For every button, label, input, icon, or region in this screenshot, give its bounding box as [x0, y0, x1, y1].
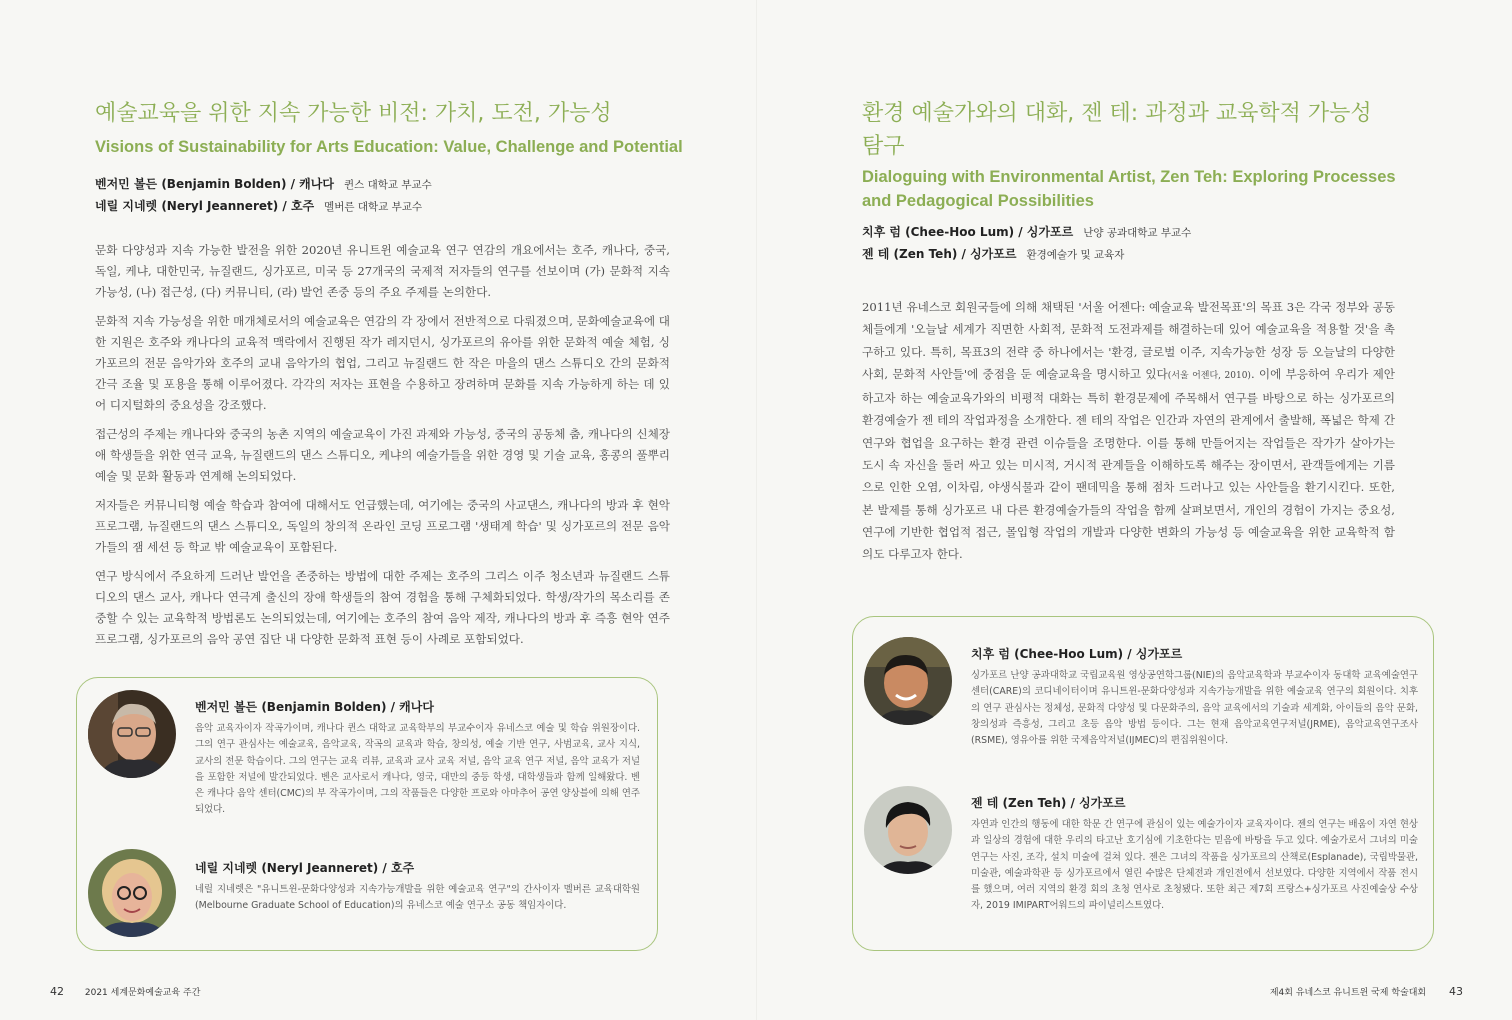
paragraph — [862, 296, 1395, 566]
author-affiliation: 퀸스 대학교 부교수 — [343, 179, 432, 191]
bio-text: 자연과 인간의 행동에 대한 학문 간 연구에 관심이 있는 예술가이자 교육자이다. 젠의 연구는 배움이 자연 현상과 일상의 경험에 대한 우리의 타고난 호기심에 기초한다는 믿음에 바탕을 두고 있다. 예술가로서 그녀의 미술 연구는 사진, 조각, 설치 미술에 걸쳐 있다. 젠은 그녀의 작품을 싱가포르의 산책로(Esplanade), 국립박물관, 미술관, 예술과학관 등 싱가포르에서 열린 수많은 단체전과 개인전에서 선보였다. 다양한 지역에서 작품 전시를 했으며, 여러 지역의 환경 회의 초청 연사로 초청됐다. 또한 최근 제7회 프랑스+싱가포르 사진예술상 수상자, 2019 IMIPART어워드의 파이널리스트였다. — [971, 819, 1418, 912]
bio-text: 음악 교육자이자 작곡가이며, 캐나다 퀸스 대학교 교육학부의 부교수이자 유네스코 예술 및 학습 위원장이다. 그의 연구 관심사는 예술교육, 음악교육, 작곡의 교육과 학습, 창의성, 예술 기반 연구, 사범교육, 교사 지식, 교사의 전문 학습이다. 그의 연구는 교육 리뷰, 교육과 교사 교육 저널, 음악 교육 연구 저널, 음악 교육가 저널을 포함한 저널에 발간되었다. 벤은 교사로서 캐나다, 영국, 대만의 중등 학생, 대학생들과 함께 일해왔다. 벤은 캐나다 음악 센터(CMC)의 부 작곡가이며, 그의 작품들은 다양한 프로와 아마추어 공연 양상블에 의해 연주되었다. — [195, 723, 640, 816]
right-title-english — [862, 165, 1482, 213]
bio-text: 네릴 지네렛은 "유니트윈-문화다양성과 지속가능개발을 위한 예술교육 연구"의 간사이자 멜버른 교육대학원(Melbourne Graduate School of Education)의 유네스코 예술 연구소 공동 책임자이다. — [195, 884, 640, 912]
right-footer — [1270, 985, 1463, 998]
paragraph: 저자들은 커뮤니티형 예술 학습과 참여에 대해서도 언급했는데, 여기에는 중국의 사교댄스, 캐나다의 방과 후 현악 프로그램, 뉴질랜드의 댄스 스튜디오, 독일의 창의적 온라인 코딩 프로그램 '생태계 학습' 및 싱가포르의 전문 음악가들의 잼 세션 등 학교 밖 예술교육이 포함된다. — [95, 498, 670, 554]
chee-hoo-lum-photo — [864, 637, 952, 725]
paragraph-text: . 이에 부응하여 우리가 제안하고자 하는 예술교육가와의 비평적 대화는 특히 환경문제에 주목해서 연구를 바탕으로 하는 싱가포르의 환경예술가 젠 테의 작업과정을 소개한다. 젠 테의 작업은 인간과 자연의 관계에서 출발해, 폭넓은 학제 간 연구와 협업을 요구하는 환경 관련 이슈들을 조명한다. 이를 통해 만들어지는 작업들은 작가가 살아가는 도시 속 자신을 둘러 싸고 있는 미시적, 거시적 관계들을 이해하도록 해주는 장이면서, 관객들에게는 기름으로 인한 오염, 이차림, 야생식물과 같이 팬데믹을 통해 점차 드러나고 있는 사안들을 환기시킨다. 또한, 본 발제를 통해 싱가포르 내 다른 환경예술가들의 작업을 함께 살펴보면서, 개인의 경험이 가지는 중요성, 연구에 기반한 협업적 접근, 몰입형 작업의 개발과 다양한 변화의 가능성 등 예술교육을 위한 교육학적 함의도 다루고자 한다. — [862, 366, 1395, 562]
author-line — [862, 244, 1191, 266]
bio-name: 치후 럼 (Chee-Hoo Lum) / 싱가포르 — [971, 647, 1183, 661]
author-line — [95, 174, 432, 196]
citation: (서울 어젠다, 2010) — [1167, 370, 1251, 381]
bio-name: 벤저민 볼든 (Benjamin Bolden) / 캐나다 — [195, 700, 434, 714]
title-line: 탐구 — [862, 134, 905, 159]
author-name: 치후 럼 (Chee-Hoo Lum) / 싱가포르 — [862, 225, 1074, 239]
author-name: 벤저민 볼든 (Benjamin Bolden) / 캐나다 — [95, 177, 334, 191]
author-name: 네릴 지네렛 (Neryl Jeanneret) / 호주 — [95, 199, 315, 213]
author-line — [862, 222, 1191, 244]
footer-text: 2021 세계문화예술교육 주간 — [84, 988, 201, 998]
paragraph: 연구 방식에서 주요하게 드러난 발언을 존중하는 방법에 대한 주제는 호주의 그리스 이주 청소년과 뉴질랜드 스튜디오의 댄스 교사, 캐나다 연극계 출신의 장애 학생들의 참여 경험을 통해 구체화되었다. 학생/작가의 목소리를 존중할 수 있는 교육학적 방법론도 논의되었는데, 여기에는 호주의 참여 음악 제작, 캐나다의 방과 후 즉흥 현악 연주 프로그램, 싱가포르의 음악 공연 집단 내 다양한 문화적 표현 등이 사례로 포함되었다. — [95, 569, 670, 646]
title-line: and Pedagogical Possibilities — [862, 192, 1094, 210]
author-affiliation: 난양 공과대학교 부교수 — [1083, 227, 1192, 239]
left-title-korean: 예술교육을 위한 지속 가능한 비전: 가치, 도전, 가능성 — [95, 101, 612, 126]
benjamin-bolden-photo — [88, 690, 176, 778]
right-bio-box — [852, 616, 1434, 951]
zen-teh-photo — [864, 786, 952, 874]
bio-name: 네릴 지네렛 (Neryl Jeanneret) / 호주 — [195, 861, 415, 875]
right-title-korean — [862, 97, 1482, 163]
footer-text: 제4회 유네스코 유니트윈 국제 학술대회 — [1269, 988, 1427, 998]
left-footer — [50, 985, 200, 998]
neryl-jeanneret-photo — [88, 849, 176, 937]
right-authors — [862, 222, 1191, 266]
left-body-text — [95, 240, 670, 658]
right-body-text — [862, 296, 1395, 574]
left-title-english: Visions of Sustainability for Arts Education: Value, Challenge and Potential — [95, 138, 683, 156]
author-affiliation: 멜버른 대학교 부교수 — [324, 201, 423, 213]
paragraph: 접근성의 주제는 캐나다와 중국의 농촌 지역의 예술교육이 가진 과제와 가능성, 중국의 공동체 춤, 캐나다의 신체장애 학생들을 위한 연극 교육, 뉴질랜드의 댄스 스튜디오, 케냐의 예술가들을 위한 경영 및 기술 교육, 홍콩의 풀뿌리 예술 및 문화 활동과 연계해 논의되었다. — [95, 427, 670, 483]
author-line — [95, 196, 432, 218]
author-name: 젠 테 (Zen Teh) / 싱가포르 — [862, 247, 1017, 261]
bio-name: 젠 테 (Zen Teh) / 싱가포르 — [971, 796, 1126, 810]
right-page — [756, 0, 1512, 1020]
author-affiliation: 환경예술가 및 교육자 — [1026, 249, 1125, 261]
left-bio-box — [76, 677, 658, 951]
page-number: 42 — [50, 985, 64, 998]
paragraph: 문화 다양성과 지속 가능한 발전을 위한 2020년 유니트윈 예술교육 연구 연감의 개요에서는 호주, 캐나다, 중국, 독일, 케냐, 대한민국, 뉴질랜드, 싱가포르, 미국 등 27개국의 국제적 저자들의 연구를 선보이며 (가) 문화적 지속 가능성, (나) 접근성, (다) 커뮤니티, (라) 발언 존중 등의 주요 주제를 논의한다. — [95, 243, 670, 299]
left-authors — [95, 174, 432, 218]
title-line: 환경 예술가와의 대화, 젠 테: 과정과 교육학적 가능성 — [862, 101, 1372, 126]
page-number: 43 — [1449, 985, 1463, 998]
paragraph: 문화적 지속 가능성을 위한 매개체로서의 예술교육은 연감의 각 장에서 전반적으로 다뤄졌으며, 문화예술교육에 대한 지원은 호주와 캐나다의 교육적 맥락에서 진행된 작가 레지던시, 싱가포르의 유아를 위한 문화적 예술 체험, 싱가포르의 전문 음악가와 호주의 교내 음악가의 협업, 그리고 뉴질랜드 한 작은 마을의 댄스 스튜디오 간의 문화적 간극 조율 및 포용을 통해 이루어졌다. 각각의 저자는 표현을 수용하고 장려하며 문화를 지속 가능하게 하는 데 있어 디지털화의 중요성을 강조했다. — [95, 314, 670, 412]
bio-text: 싱가포르 난양 공과대학교 국립교육원 영상공연학그룹(NIE)의 음악교육학과 부교수이자 동대학 교육예술연구센터(CARE)의 코디네이터이며 유니트윈-문화다양성과 지속가능개발을 위한 예술교육 연구의 회원이다. 치후의 연구 관심사는 정체성, 문화적 다양성 및 다문화주의, 음악 교육에서의 기술과 세계화, 아이들의 음악 문화, 창의성과 즉흥성, 그리고 초등 음악 방법 등이다. 그는 현재 음악교육연구저널(JRME), 음악교육연구조사(RSME), 영유아를 위한 국제음악저널(IJMEC)의 편집위원이다. — [971, 670, 1418, 747]
title-line: Dialoguing with Environmental Artist, Zen Teh: Exploring Processes — [862, 168, 1396, 186]
paragraph-text: 2011년 유네스코 회원국들에 의해 채택된 '서울 어젠다: 예술교육 발전목표'의 목표 3은 각국 정부와 공동체들에게 '오늘날 세계가 직면한 사회적, 문화적 도전과제를 해결하는데 있어 예술교육을 적용할 것'을 촉구하고 있다. 특히, 목표3의 전략 중 하나에서는 '환경, 글로벌 이주, 지속가능한 성장 등 오늘날의 다양한 사회, 문화적 사안들'에 중점을 둔 예술교육을 명시하고 있다 — [862, 300, 1395, 381]
